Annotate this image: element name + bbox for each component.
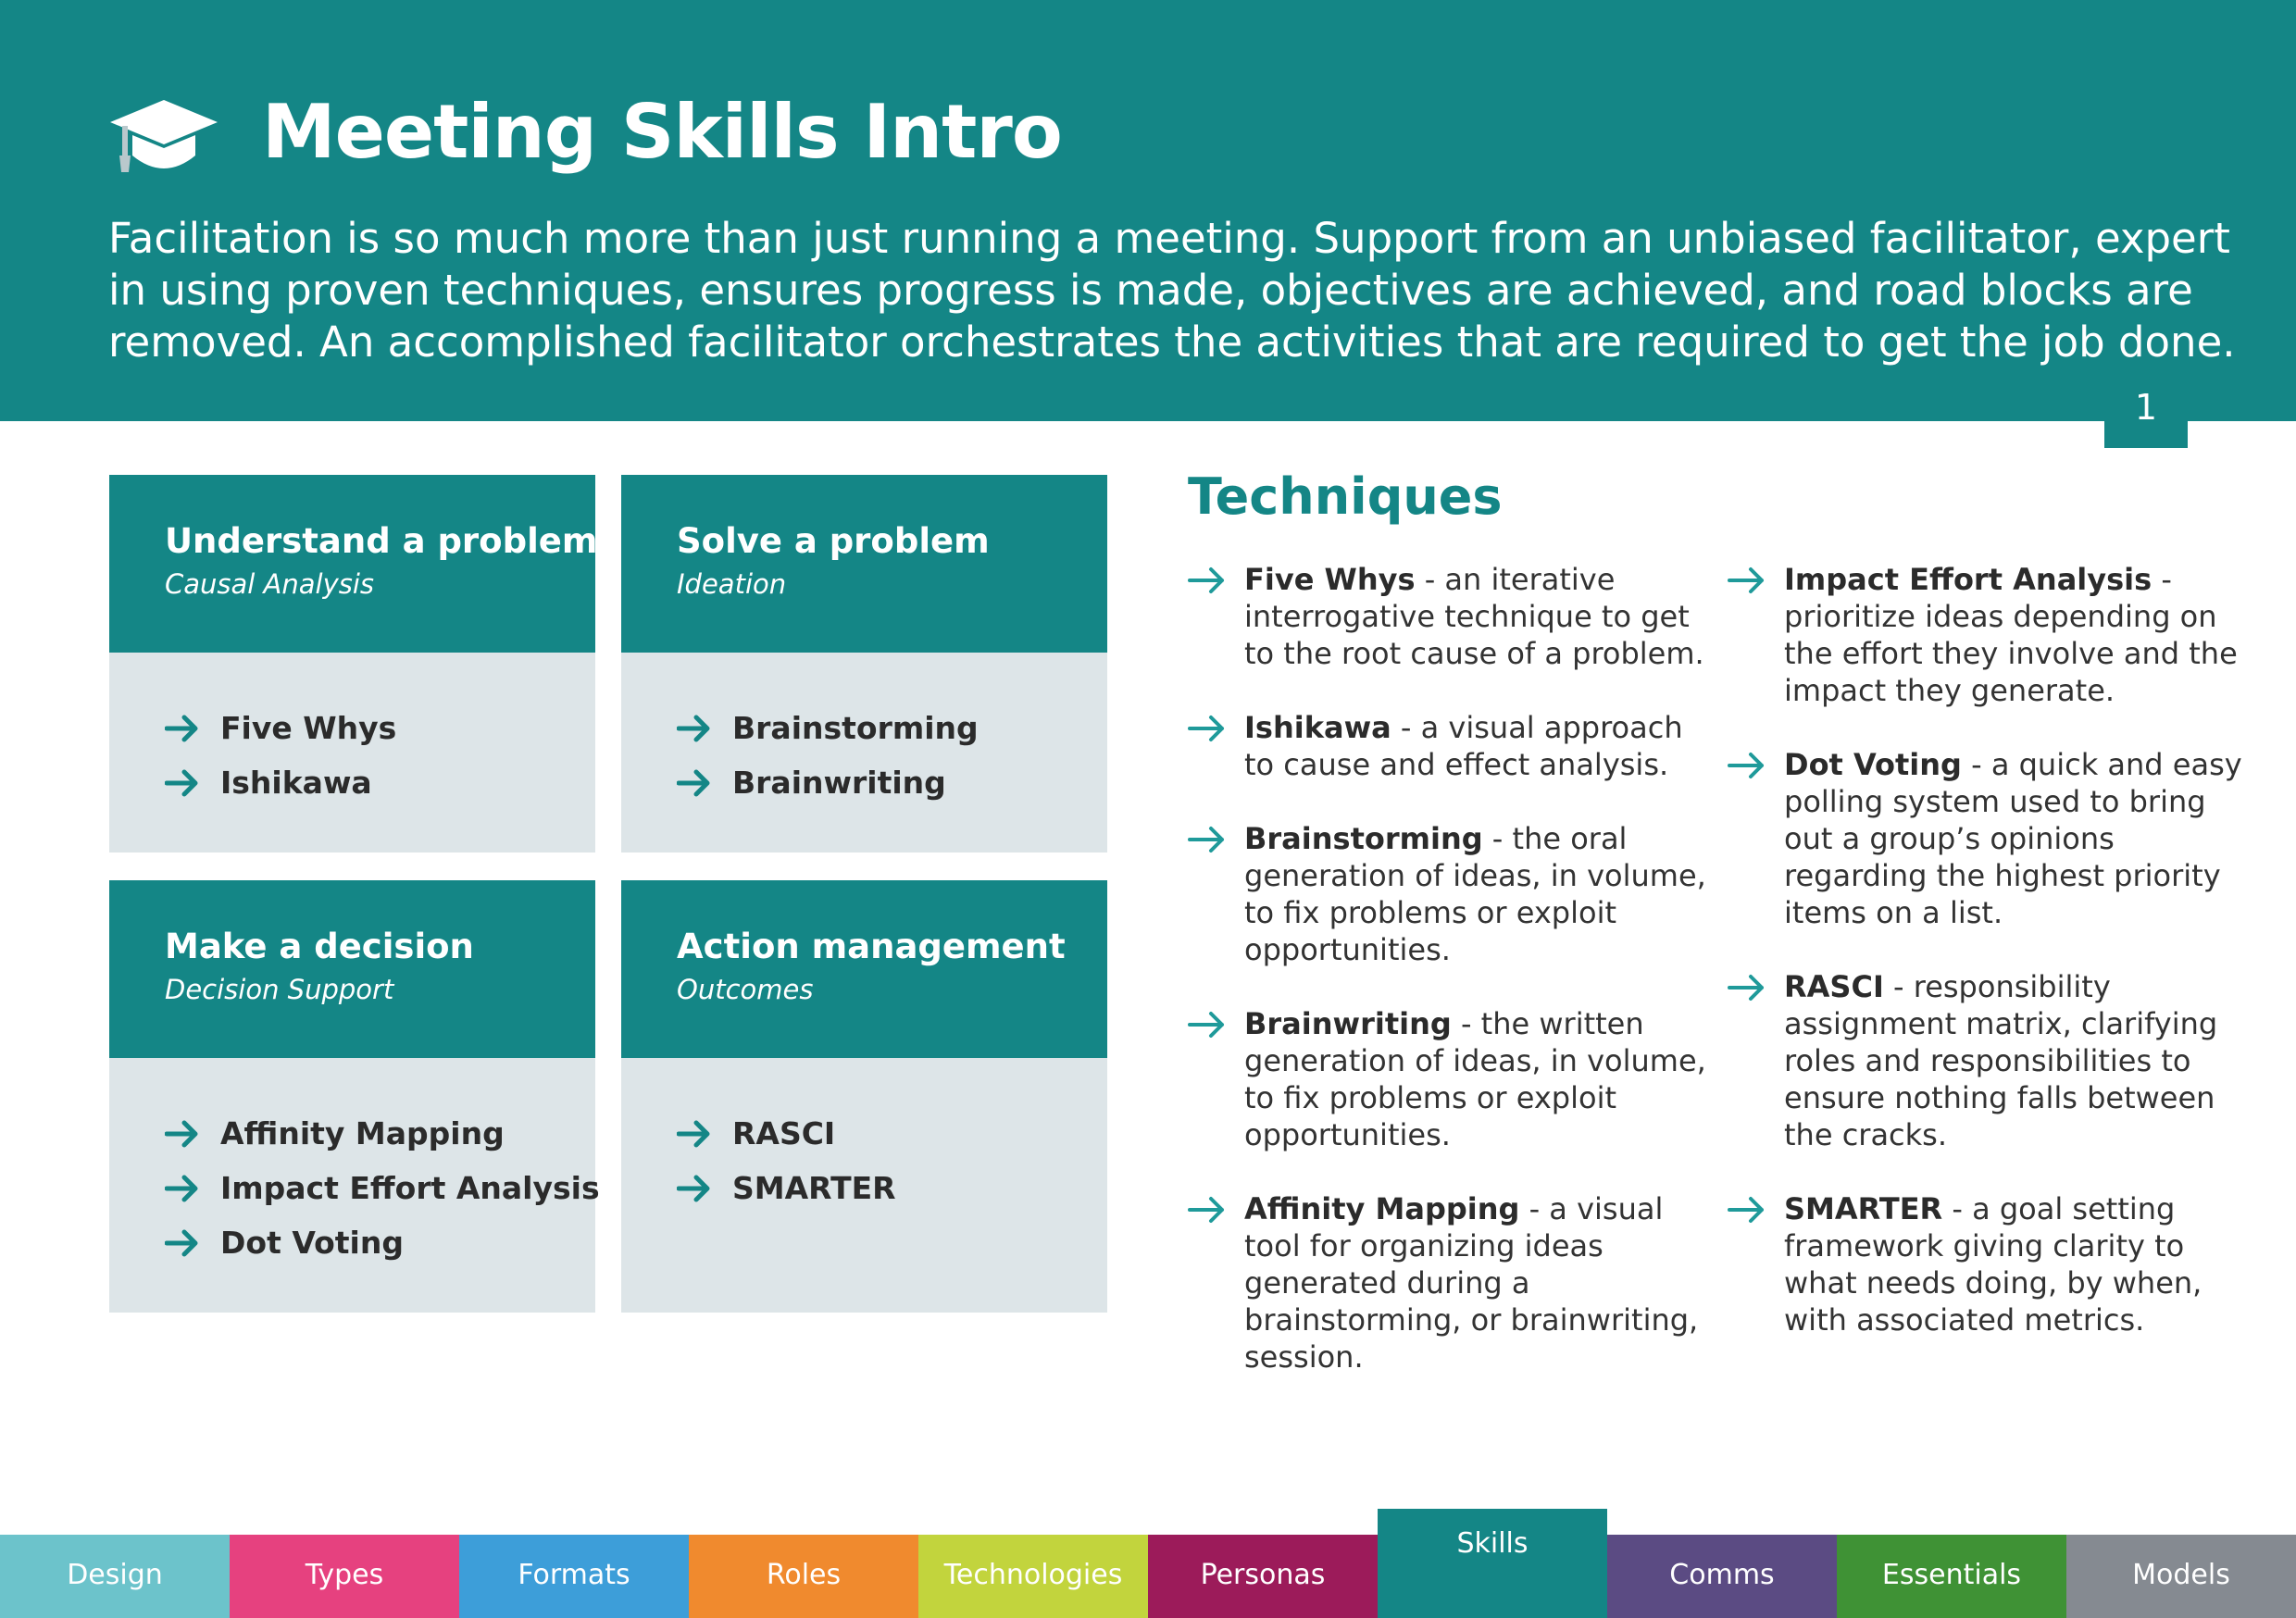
technique-description: responsibility assignment matrix, clarifying roles and responsibilities to ensure nothing falls between the cracks. xyxy=(1784,969,2218,1152)
technique-five-whys: Five Whys - an iterative interrogative technique to get to the root cause of a problem. xyxy=(1188,561,1706,672)
card-header xyxy=(621,880,1107,1058)
card-title: Understand a problem xyxy=(165,521,598,561)
nav-tab-personas[interactable]: Personas xyxy=(1148,1535,1378,1618)
card-header xyxy=(109,880,595,1058)
technique-description: the oral generation of ideas, in volume, to fix problems or exploit opportunities. xyxy=(1244,821,1706,967)
technique-rasci: RASCI - responsibility assignment matrix, clarifying roles and responsibilities to ensure nothing falls between the cracks. xyxy=(1728,968,2246,1153)
arrow-right-icon xyxy=(677,1120,712,1148)
technique-name: Five Whys xyxy=(1244,562,1416,597)
technique-name: Impact Effort Analysis xyxy=(1784,562,2152,597)
arrow-right-icon xyxy=(1728,566,1766,594)
arrow-right-icon xyxy=(1188,715,1227,742)
intro-paragraph: Facilitation is so much more than just running a meeting. Support from an unbiased facilitator, expert in using proven techniques, ensures progress is made, objectives are achieved, and road blocks are removed. An accomplished facilitator orchestrates the activities that are required to get the job done. xyxy=(108,214,2236,367)
technique-description: an iterative interrogative technique to get to the root cause of a problem. xyxy=(1244,562,1704,671)
technique-description: a goal setting framework giving clarity to what needs doing, by when, with associated metrics. xyxy=(1784,1191,2202,1338)
arrow-right-icon xyxy=(165,715,200,742)
technique-smarter: SMARTER - a goal setting framework giving clarity to what needs doing, by when, with associated metrics. xyxy=(1728,1190,2246,1338)
arrow-right-icon xyxy=(165,769,200,797)
nav-tab-essentials[interactable]: Essentials xyxy=(1837,1535,2066,1618)
nav-tab-design[interactable]: Design xyxy=(0,1535,230,1618)
technique-name: Brainstorming xyxy=(1244,821,1483,856)
card-body xyxy=(109,1058,600,1313)
card-title: Solve a problem xyxy=(677,521,990,561)
card-header xyxy=(621,475,1107,653)
card-link-brainwriting[interactable] xyxy=(677,755,1107,810)
arrow-right-icon xyxy=(1728,974,1766,1002)
arrow-right-icon xyxy=(165,1229,200,1257)
technique-affinity-mapping: Affinity Mapping - a visual tool for organizing ideas generated during a brainstorming, or brainwriting, session. xyxy=(1188,1190,1706,1375)
technique-brainstorming: Brainstorming - the oral generation of ideas, in volume, to fix problems or exploit opportunities. xyxy=(1188,820,1706,968)
page-number-tab: 1 xyxy=(2104,389,2188,448)
card-action-management xyxy=(621,880,1107,1313)
card-subtitle: Decision Support xyxy=(165,974,394,1005)
nav-tab-types[interactable]: Types xyxy=(230,1535,459,1618)
card-link-smarter[interactable] xyxy=(677,1161,1107,1215)
nav-tab-technologies[interactable]: Technologies xyxy=(918,1535,1148,1618)
technique-name: Ishikawa xyxy=(1244,710,1391,745)
card-item-label: SMARTER xyxy=(732,1170,896,1206)
arrow-right-icon xyxy=(165,1175,200,1202)
techniques-column-right xyxy=(1728,561,2246,1338)
card-solve-a-problem xyxy=(621,475,1107,853)
card-body xyxy=(109,653,595,853)
technique-name: Brainwriting xyxy=(1244,1006,1452,1041)
card-item-label: Five Whys xyxy=(220,710,397,746)
card-header xyxy=(109,475,598,653)
card-item-label: Ishikawa xyxy=(220,765,372,801)
arrow-right-icon xyxy=(1188,1011,1227,1039)
card-item-label: Brainwriting xyxy=(732,765,946,801)
header-banner xyxy=(0,0,2296,421)
card-link-affinity-mapping[interactable] xyxy=(165,1106,595,1161)
technique-description: the written generation of ideas, in volume, to fix problems or exploit opportunities. xyxy=(1244,1006,1706,1152)
technique-name: SMARTER xyxy=(1784,1191,1943,1226)
card-subtitle: Outcomes xyxy=(677,974,814,1005)
arrow-right-icon xyxy=(677,1175,712,1202)
card-subtitle: Causal Analysis xyxy=(165,568,375,600)
nav-tab-models[interactable]: Models xyxy=(2066,1535,2296,1618)
technique-dot-voting: Dot Voting - a quick and easy polling system used to bring out a group’s opinions regarding the highest priority items on a list. xyxy=(1728,746,2246,931)
technique-description: a visual approach to cause and effect analysis. xyxy=(1244,710,1683,782)
technique-name: Affinity Mapping xyxy=(1244,1191,1520,1226)
arrow-right-icon xyxy=(677,769,712,797)
card-link-rasci[interactable] xyxy=(677,1106,1107,1161)
card-item-label: Dot Voting xyxy=(220,1225,404,1261)
nav-tab-formats[interactable]: Formats xyxy=(459,1535,689,1618)
arrow-right-icon xyxy=(1728,1196,1766,1224)
technique-name: RASCI xyxy=(1784,969,1884,1004)
techniques-heading: Techniques xyxy=(1188,467,1503,526)
card-link-five-whys[interactable] xyxy=(165,701,595,755)
page-title: Meeting Skills Intro xyxy=(262,89,1062,175)
card-make-a-decision xyxy=(109,880,600,1313)
card-item-label: Brainstorming xyxy=(732,710,979,746)
nav-tab-roles[interactable]: Roles xyxy=(689,1535,918,1618)
technique-impact-effort-analysis: Impact Effort Analysis - prioritize ideas depending on the effort they involve and the impact they generate. xyxy=(1728,561,2246,709)
techniques-column-left xyxy=(1188,561,1706,1375)
technique-name: Dot Voting xyxy=(1784,747,1962,782)
arrow-right-icon xyxy=(1188,566,1227,594)
card-item-label: Affinity Mapping xyxy=(220,1115,505,1151)
card-link-brainstorming[interactable] xyxy=(677,701,1107,755)
nav-tab-comms[interactable]: Comms xyxy=(1607,1535,1837,1618)
arrow-right-icon xyxy=(1728,752,1766,779)
graduation-cap-icon xyxy=(108,98,219,178)
technique-description: a visual tool for organizing ideas generated during a brainstorming, or brainwriting, session. xyxy=(1244,1191,1699,1375)
technique-description: a quick and easy polling system used to bring out a group’s opinions regarding the highest priority items on a list. xyxy=(1784,747,2242,930)
card-understand-a-problem xyxy=(109,475,598,853)
bottom-nav xyxy=(0,1527,2296,1618)
arrow-right-icon xyxy=(1188,1196,1227,1224)
technique-brainwriting: Brainwriting - the written generation of ideas, in volume, to fix problems or exploit opportunities. xyxy=(1188,1005,1706,1153)
card-link-ishikawa[interactable] xyxy=(165,755,595,810)
card-body xyxy=(621,1058,1107,1313)
nav-tab-skills[interactable]: Skills xyxy=(1378,1509,1607,1618)
card-body xyxy=(621,653,1107,853)
card-title: Make a decision xyxy=(165,927,474,966)
card-item-label: RASCI xyxy=(732,1115,836,1151)
technique-description: prioritize ideas depending on the effort they involve and the impact they generate. xyxy=(1784,599,2238,708)
arrow-right-icon xyxy=(677,715,712,742)
arrow-right-icon xyxy=(165,1120,200,1148)
card-subtitle: Ideation xyxy=(677,568,787,600)
card-item-label: Impact Effort Analysis xyxy=(220,1170,600,1206)
arrow-right-icon xyxy=(1188,826,1227,853)
card-title: Action management xyxy=(677,927,1066,966)
card-link-dot-voting[interactable] xyxy=(165,1215,595,1270)
card-link-impact-effort-analysis[interactable] xyxy=(165,1161,600,1215)
technique-ishikawa: Ishikawa - a visual approach to cause and effect analysis. xyxy=(1188,709,1706,783)
